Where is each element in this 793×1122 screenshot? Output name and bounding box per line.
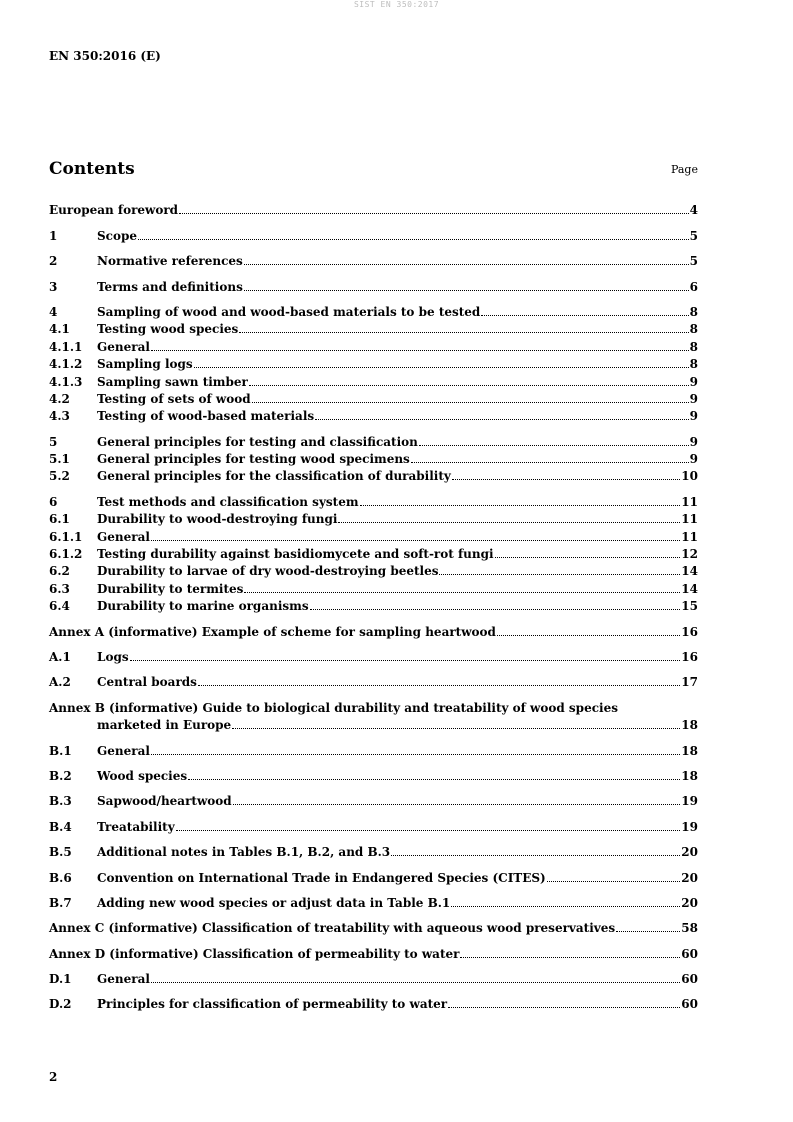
toc-entry-number: 6.4 <box>49 599 70 614</box>
toc-entry-text: Durability to termites <box>97 581 244 596</box>
toc-entry-text: Scope <box>97 228 138 243</box>
dot-leader <box>448 1007 680 1008</box>
dot-leader <box>233 804 681 805</box>
dot-leader <box>244 290 689 291</box>
dot-leader <box>249 385 689 386</box>
toc-entry[interactable] <box>49 371 698 388</box>
toc-entry-text: General <box>97 529 150 544</box>
toc-entry[interactable] <box>49 336 698 353</box>
toc-entry-number: B.2 <box>49 768 72 783</box>
toc-entry-page: 19 <box>681 794 698 809</box>
toc-entry[interactable] <box>49 842 698 859</box>
toc-entry-number: 6.1 <box>49 512 70 527</box>
toc-entry-page: 60 <box>681 997 698 1012</box>
toc-entry-page: 9 <box>689 452 698 467</box>
toc-entry-text: Adding new wood species or adjust data in Table B.1 <box>97 895 451 910</box>
toc-entry-number: 4.1.1 <box>49 339 83 354</box>
dot-leader <box>244 592 680 593</box>
toc-entry-number: 1 <box>49 228 58 243</box>
dot-leader <box>194 367 689 368</box>
toc-entry-text: Terms and definitions <box>97 279 243 294</box>
toc-entry-text: Testing wood species <box>97 322 239 337</box>
toc-entry-page: 8 <box>689 339 698 354</box>
toc-entry[interactable] <box>49 561 698 578</box>
toc-entry-page: 9 <box>689 434 698 449</box>
toc-entry[interactable] <box>49 276 698 293</box>
toc-entry-text: General principles for testing and classification <box>97 434 418 449</box>
dot-leader <box>497 635 680 636</box>
toc-entry[interactable] <box>49 544 698 561</box>
toc-entry-page: 12 <box>681 547 698 562</box>
toc-entry-page: 58 <box>681 921 698 936</box>
toc-entry-number: 3 <box>49 279 58 294</box>
toc-entry[interactable] <box>49 647 698 664</box>
toc-entry-number: 6.3 <box>49 581 70 596</box>
toc-entry-page: 18 <box>681 743 698 758</box>
toc-entry-text: Annex A (informative) Example of scheme for sampling heartwood <box>49 624 496 639</box>
dot-leader <box>495 557 681 558</box>
toc-entry-number: B.5 <box>49 845 72 860</box>
dot-leader <box>452 479 680 480</box>
toc-entry-text: Central boards <box>97 675 197 690</box>
toc-entry-number: 6.1.2 <box>49 547 83 562</box>
toc-entry-text: Convention on International Trade in Endangered Species (CITES) <box>97 870 546 885</box>
dot-leader <box>179 213 689 214</box>
toc-entry-number: 5.2 <box>49 469 70 484</box>
toc-entry-page: 6 <box>689 279 698 294</box>
dot-leader <box>244 264 689 265</box>
toc-entry[interactable] <box>49 389 698 406</box>
toc-entry-text: Wood species <box>97 768 188 783</box>
toc-entry-page: 9 <box>689 409 698 424</box>
dot-leader <box>391 855 680 856</box>
toc-entry-page: 20 <box>681 845 698 860</box>
toc-entry-text: Sampling logs <box>97 357 193 372</box>
toc-entry-number: B.1 <box>49 743 72 758</box>
toc-entry-text: Durability to marine organisms <box>97 599 309 614</box>
toc-entry-text: European foreword <box>49 203 179 218</box>
toc-entry-text: Sampling sawn timber <box>97 374 248 389</box>
toc-part-1 <box>49 200 698 689</box>
toc-entry[interactable] <box>49 200 698 217</box>
toc-entry-page: 18 <box>681 768 698 783</box>
toc-entry[interactable] <box>49 251 698 268</box>
toc-entry-text: Durability to wood-destroying fungi <box>97 512 338 527</box>
dot-leader <box>616 931 680 932</box>
toc-entry[interactable] <box>49 431 698 448</box>
toc-entry[interactable] <box>49 509 698 526</box>
dot-leader <box>151 540 680 541</box>
toc-entry[interactable] <box>49 621 698 638</box>
toc-entry-page: 11 <box>681 529 698 544</box>
toc-entry-number: 4.3 <box>49 409 70 424</box>
toc-entry[interactable] <box>49 578 698 595</box>
toc-entry-text: Annex C (informative) Classification of treatability with aqueous wood preservatives <box>49 921 616 936</box>
toc-entry-page: 10 <box>681 469 698 484</box>
toc-entry-page: 8 <box>689 304 698 319</box>
page-number: 2 <box>49 1070 58 1084</box>
dot-leader <box>547 881 681 882</box>
toc-entry-number: 6 <box>49 494 58 509</box>
toc-entry[interactable] <box>49 994 698 1011</box>
toc-entry-text: Sampling of wood and wood-based materials to be tested <box>97 304 481 319</box>
toc-entry[interactable] <box>49 766 698 783</box>
toc-entry-number: 2 <box>49 254 58 269</box>
toc-entry-page: 8 <box>689 357 698 372</box>
watermark: SIST EN 350:2017 <box>353 0 440 9</box>
toc-entry-text: marketed in Europe <box>97 718 232 733</box>
toc-entry-page: 18 <box>681 718 698 733</box>
toc-entry-number: B.6 <box>49 870 72 885</box>
dot-leader <box>419 445 689 446</box>
toc-entry-text: Durability to larvae of dry wood-destroying beetles <box>97 564 439 579</box>
toc-entry-number: 5.1 <box>49 452 70 467</box>
toc-entry-number: B.7 <box>49 895 72 910</box>
toc-entry[interactable] <box>49 893 698 910</box>
table-of-contents <box>49 200 698 1011</box>
toc-entry-text: General <box>97 972 150 987</box>
toc-entry-number: B.4 <box>49 819 72 834</box>
toc-entry[interactable] <box>49 596 698 613</box>
dot-leader <box>138 239 689 240</box>
toc-entry[interactable] <box>49 466 698 483</box>
toc-entry[interactable] <box>49 740 698 757</box>
toc-entry-page: 15 <box>681 599 698 614</box>
toc-entry-number: 4 <box>49 304 58 319</box>
toc-entry[interactable] <box>49 449 698 466</box>
toc-entry-page: 16 <box>681 624 698 639</box>
toc-entry[interactable] <box>49 867 698 884</box>
toc-entry[interactable] <box>49 406 698 423</box>
toc-entry-text: Testing of sets of wood <box>97 391 251 406</box>
toc-entry-text: Testing durability against basidiomycete and soft-rot fungi <box>97 547 494 562</box>
toc-entry-page: 5 <box>689 228 698 243</box>
dot-leader <box>130 660 681 661</box>
dot-leader <box>460 957 680 958</box>
toc-entry-number: 6.2 <box>49 564 70 579</box>
toc-entry-page: 14 <box>681 564 698 579</box>
dot-leader <box>176 830 681 831</box>
toc-entry[interactable] <box>49 491 698 508</box>
toc-entry[interactable] <box>49 918 698 935</box>
dot-leader <box>451 906 680 907</box>
toc-entry-text: Principles for classification of permeability to water <box>97 997 448 1012</box>
toc-entry-text: Normative references <box>97 254 243 269</box>
toc-entry-page: 11 <box>681 512 698 527</box>
toc-entry-page: 60 <box>681 946 698 961</box>
toc-entry-number: 5 <box>49 434 58 449</box>
toc-entry-text: General <box>97 743 150 758</box>
toc-entry-page: 14 <box>681 581 698 596</box>
toc-entry-number: B.3 <box>49 794 72 809</box>
toc-entry-number: A.2 <box>49 675 71 690</box>
contents-title: Contents <box>49 159 135 179</box>
toc-entry[interactable] <box>49 791 698 808</box>
toc-entry-text: Annex B (informative) Guide to biological durability and treatability of wood species <box>49 700 618 715</box>
toc-entry[interactable] <box>49 672 698 689</box>
toc-entry-text: General principles for testing wood specimens <box>97 452 410 467</box>
toc-entry-page: 60 <box>681 972 698 987</box>
toc-entry-page: 5 <box>689 254 698 269</box>
toc-entry-number: 4.1.3 <box>49 374 83 389</box>
toc-entry[interactable] <box>49 225 698 242</box>
toc-entry-text: Annex D (informative) Classification of permeability to water <box>49 946 460 961</box>
toc-entry-number: D.1 <box>49 972 72 987</box>
toc-entry-page: 20 <box>681 895 698 910</box>
toc-entry[interactable] <box>49 526 698 543</box>
toc-entry-page: 20 <box>681 870 698 885</box>
dot-leader <box>310 609 681 610</box>
dot-leader <box>151 982 680 983</box>
toc-entry[interactable] <box>49 943 698 960</box>
dot-leader <box>252 402 689 403</box>
toc-entry-text: Additional notes in Tables B.1, B.2, and B.3 <box>97 845 391 860</box>
toc-entry-text: General <box>97 339 150 354</box>
toc-entry-text: Testing of wood-based materials <box>97 409 315 424</box>
toc-entry[interactable] <box>49 319 698 336</box>
toc-entry[interactable] <box>49 302 698 319</box>
toc-entry-number: 4.1 <box>49 322 70 337</box>
toc-entry-text: Treatability <box>97 819 175 834</box>
toc-entry[interactable] <box>49 816 698 833</box>
toc-entry-number: 4.2 <box>49 391 70 406</box>
toc-entry-number: A.1 <box>49 649 71 664</box>
toc-entry-text: Test methods and classification system <box>97 494 359 509</box>
toc-entry[interactable] <box>49 354 698 371</box>
dot-leader <box>198 685 680 686</box>
toc-entry[interactable] <box>49 969 698 986</box>
toc-entry-page: 16 <box>681 649 698 664</box>
dot-leader <box>188 779 680 780</box>
dot-leader <box>315 419 689 420</box>
toc-entry-page: 9 <box>689 374 698 389</box>
toc-entry-number: 6.1.1 <box>49 529 83 544</box>
toc-entry-page: 11 <box>681 494 698 509</box>
document-id: EN 350:2016 (E) <box>49 49 161 63</box>
dot-leader <box>481 315 688 316</box>
dot-leader <box>439 574 680 575</box>
toc-entry-page: 19 <box>681 819 698 834</box>
toc-entry-text: General principles for the classification of durability <box>97 469 451 484</box>
toc-entry-page: 17 <box>681 675 698 690</box>
dot-leader <box>232 728 680 729</box>
page-column-header: Page <box>670 163 698 176</box>
toc-entry-number: 4.1.2 <box>49 357 83 372</box>
toc-entry-page: 8 <box>689 322 698 337</box>
toc-entry-page: 9 <box>689 391 698 406</box>
toc-entry-text: Sapwood/heartwood <box>97 794 232 809</box>
dot-leader <box>151 754 680 755</box>
dot-leader <box>151 350 689 351</box>
toc-entry-number: D.2 <box>49 997 72 1012</box>
toc-entry-page: 4 <box>689 203 698 218</box>
toc-part-2 <box>49 740 698 1011</box>
toc-entry-annex-b[interactable] <box>49 697 698 732</box>
dot-leader <box>411 462 689 463</box>
toc-entry-text: Logs <box>97 649 129 664</box>
dot-leader <box>239 332 688 333</box>
dot-leader <box>338 522 680 523</box>
dot-leader <box>360 505 681 506</box>
